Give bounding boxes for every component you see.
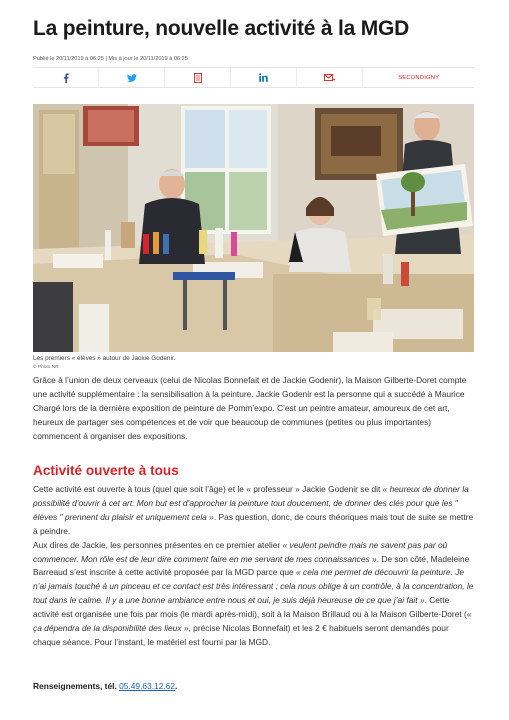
painting-workshop-image <box>33 104 474 352</box>
article-title: La peinture, nouvelle activité à la MGD <box>33 17 410 40</box>
contact-line <box>33 680 474 694</box>
paragraph-section <box>33 483 474 650</box>
text-run: . De son côté, Madeleine Barreaud s’est inscrite à cette activité proposée par la MGD parce que <box>33 553 470 578</box>
article-photo <box>33 104 474 352</box>
facebook-icon <box>63 73 69 83</box>
paragraph-intro: Grâce à l’union de deux cerveaux (celui de Nicolas Bonnefait et de Jackie Godenir), la Maison Gilberte-Doret compte une activité supplémentaire : la sensibilisation à la peinture. Jackie Godenir est la personne qui a succédé à Maurice Chargé lors de la dernière exposition de peinture de Pomm’expo. C’est un peintre amateur, amoureux de cet art, heureux de partager ses compétences et de voir que beaucoup de communes (petites ou plus importantes) commencent à organiser des expositions. <box>33 375 467 441</box>
text-run: . Cette activité est organisée une fois par mois (le mardi après-midi), soit à la Maison Brillaud ou à la Maison Gilberte-Doret ( <box>33 595 467 620</box>
share-twitter-button[interactable] <box>99 68 165 87</box>
quote-run: « ça dépendra de la disponibilité des lieux » <box>33 609 472 634</box>
share-bar <box>33 67 474 88</box>
phone-link[interactable]: 05.49.63.12.62 <box>119 681 175 691</box>
text-run: , précise Nicolas Bonnefait) et les 2 € habituels seront demandés pour chaque séance. Pour l’instant, le matériel est fourni par la MGD. <box>33 623 449 647</box>
text-run: Cette activité est ouverte à tous (quel que soit l’âge) et le « professeur » Jackie Godenir se dit <box>33 484 383 494</box>
city-tag[interactable] <box>363 68 474 87</box>
contact-end: . <box>175 681 178 691</box>
text-run: . Pas question, donc, de cours théoriques mais tout de suite se mettre à peindre. <box>33 511 474 536</box>
quote-run: « heureux de donner la possibilité d’ouvrir à cet art. Mon but est d’approcher la peinture tout doucement, de donner des clés pour que les " élèves " prennent du plaisir et uniquement cela » <box>33 484 469 522</box>
section-heading: Activité ouverte à tous <box>33 463 179 478</box>
print-icon <box>194 73 202 83</box>
contact-label: Renseignements, tél. <box>33 681 120 691</box>
photo-caption: Les premiers « élèves » autour de Jackie Godenir. <box>33 355 176 362</box>
photo-credit: © Photo NR <box>33 365 59 370</box>
text-run: Aux dires de Jackie, les personnes présentes en ce premier atelier <box>33 539 283 550</box>
share-linkedin-button[interactable] <box>231 68 297 87</box>
city-label: SECONDIGNY <box>398 74 440 81</box>
share-facebook-button[interactable] <box>33 68 99 87</box>
twitter-icon <box>127 74 137 82</box>
email-icon <box>324 74 335 82</box>
print-button[interactable] <box>165 68 231 87</box>
quote-run: « cela me permet de découvrir la peinture. Je n’ai jamais touché à un pinceau et ce contact est très intéressant ; cela nous oblige à un contrôle, à la concentration, le tout dans le calme. Il y a une bonne ambiance entre nous et oui, je suis déjà heureuse de ce que j’ai fait » <box>33 567 474 606</box>
publish-meta: Publié le 20/11/2019 à 06:25 | Mis à jour le 20/11/2019 à 06:25 <box>33 56 188 62</box>
linkedin-icon <box>259 73 268 82</box>
share-email-button[interactable] <box>297 68 363 87</box>
quote-run: « veulent peindre mais ne savent pas par où commencer. Mon rôle est de leur dire comment faire en me servant de mes connaissances » <box>33 539 448 564</box>
